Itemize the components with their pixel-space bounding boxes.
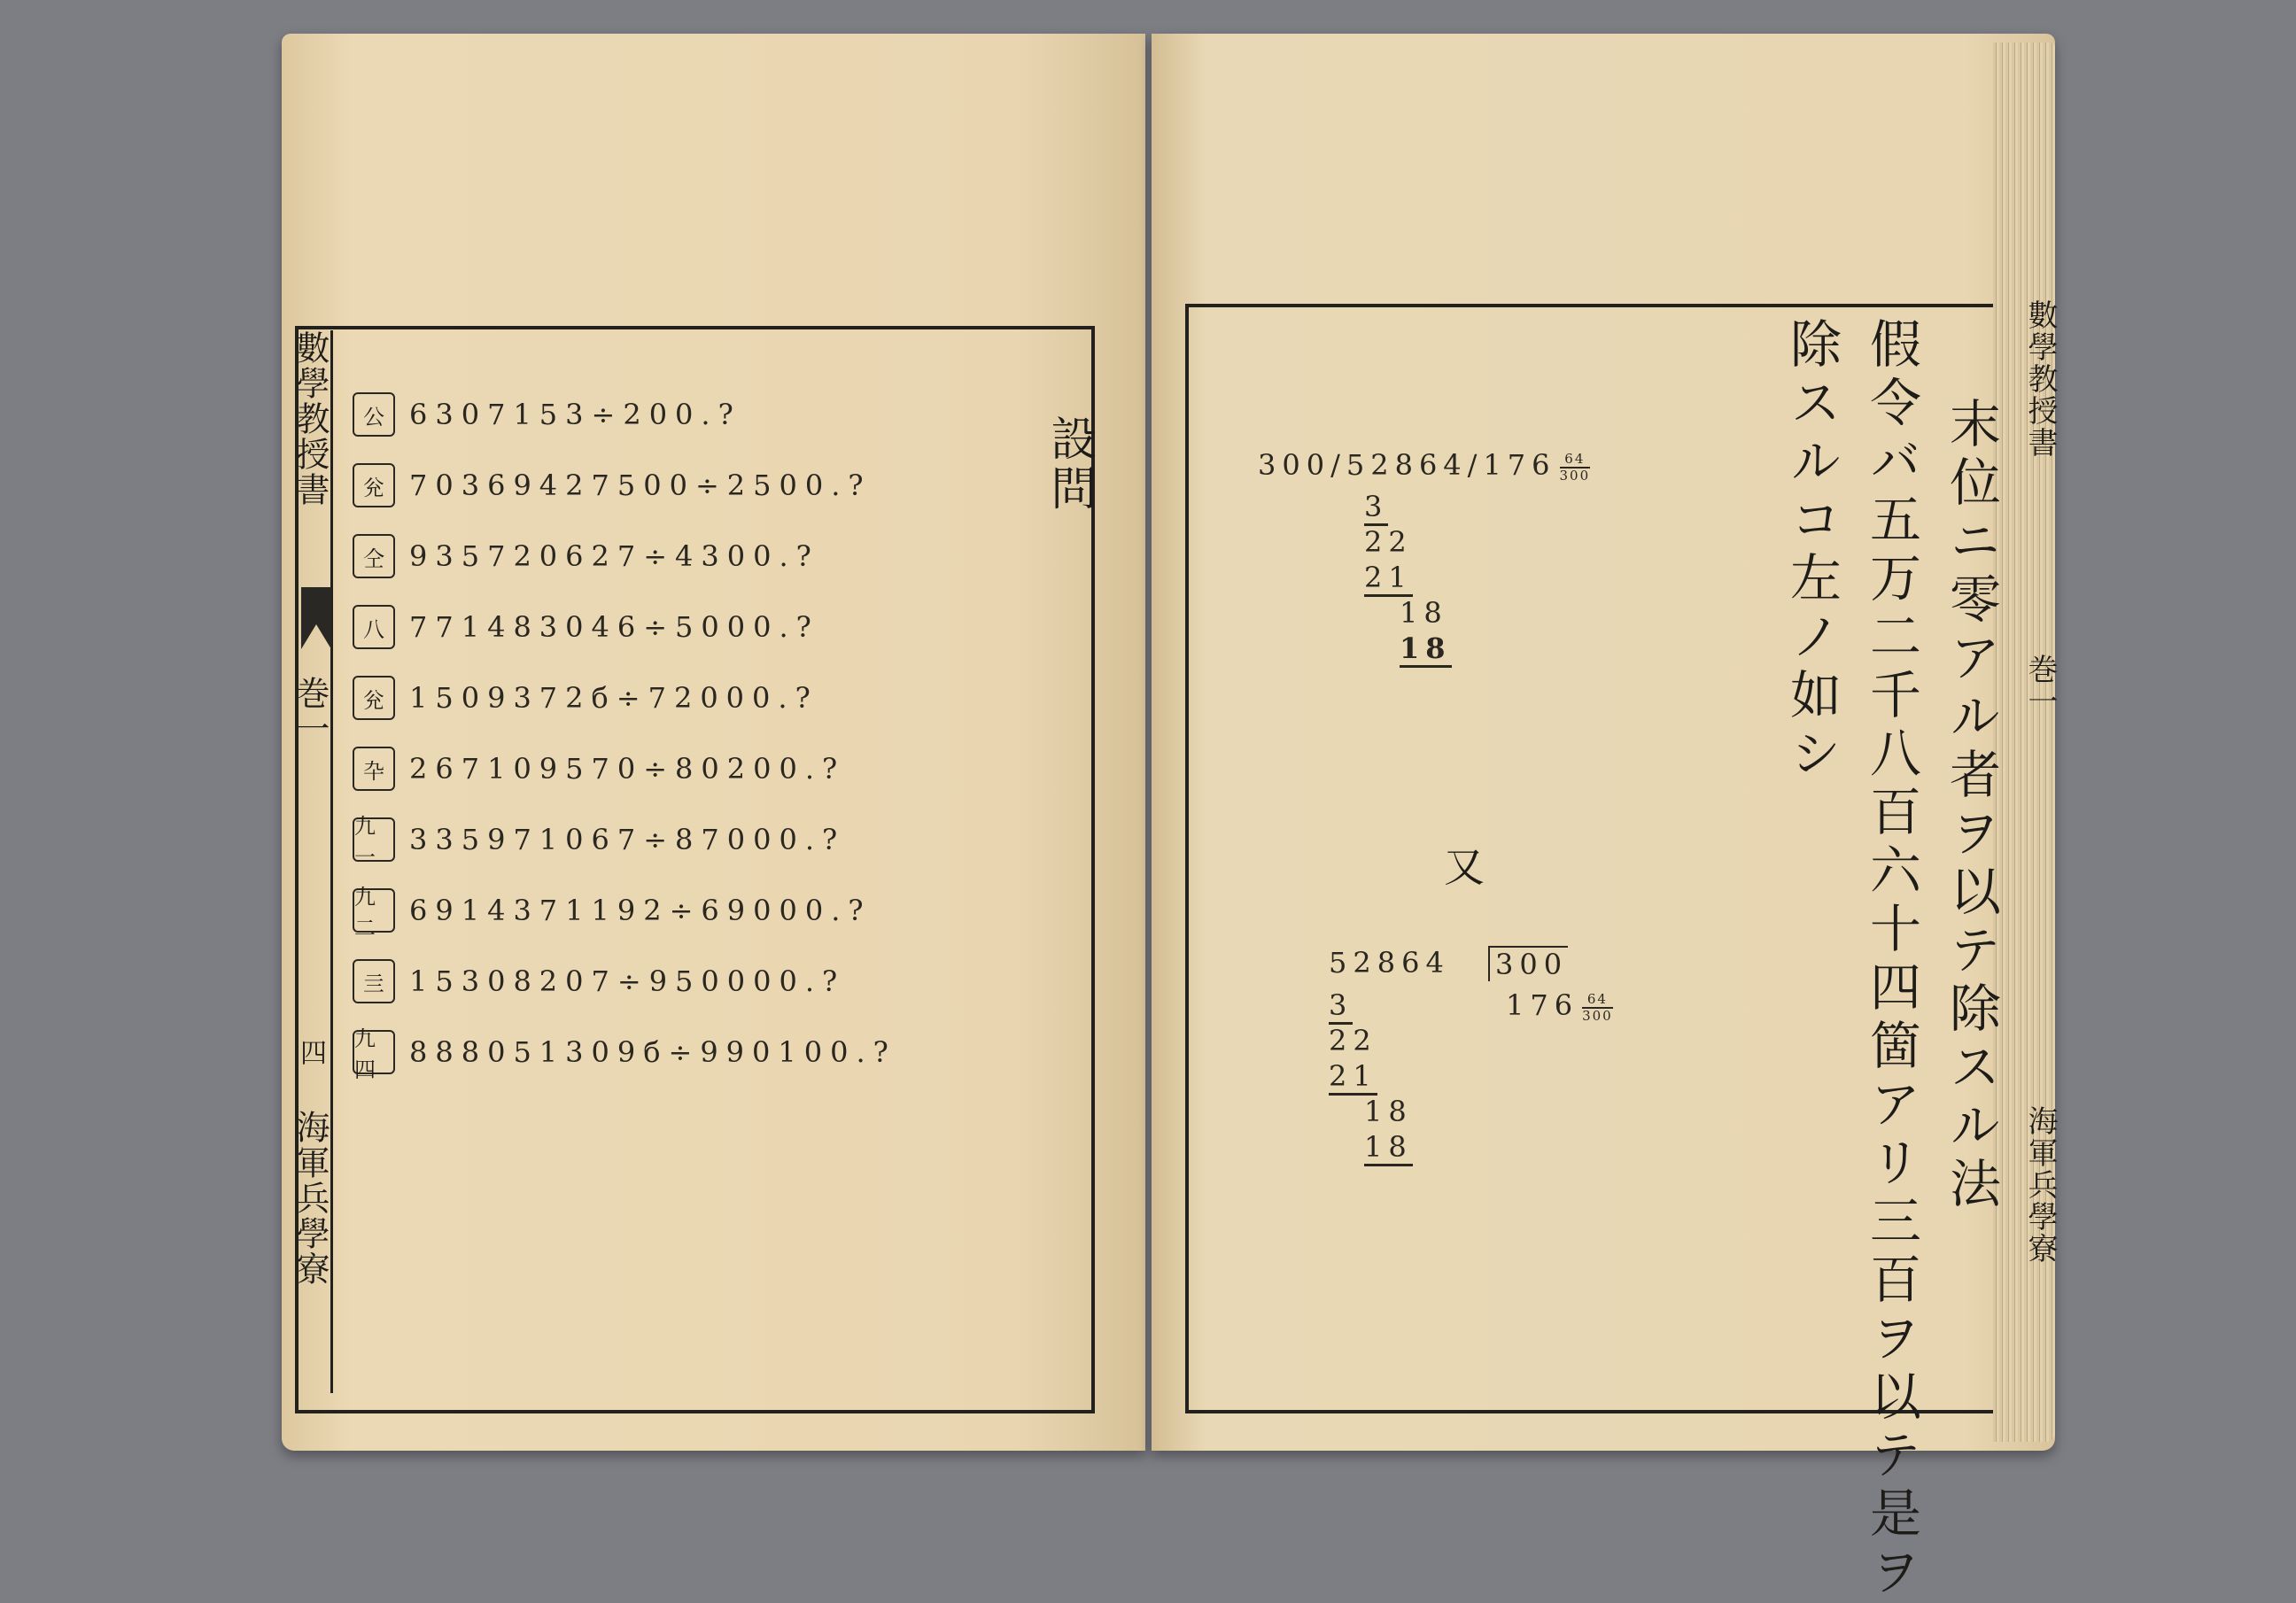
- calc2-divisor: 300: [1488, 946, 1568, 981]
- problem-item: [353, 521, 1043, 592]
- problem-number: 亖: [353, 959, 395, 1003]
- calc2-row: 21: [1329, 1059, 1377, 1096]
- spine-volume: 巻一: [291, 676, 330, 747]
- right-text-column: 假令バ五万二千八百六十四箇アリ三百ヲ以テ是ヲ: [1861, 317, 1921, 1603]
- calc1-row: 18: [1400, 596, 1448, 630]
- spine-title: 數學教授書: [291, 330, 330, 507]
- calc2-row: 18: [1364, 1095, 1413, 1128]
- right-page: [1152, 34, 2058, 1603]
- right-spine-publisher: 海軍兵學寮: [2022, 1105, 2058, 1265]
- calc1-row: 18: [1400, 631, 1452, 668]
- problem-item: [353, 875, 1043, 946]
- calc1-lead: 300/52864/176: [1258, 448, 1556, 482]
- right-spine-volume: 巻一: [2022, 654, 2058, 717]
- left-page: [282, 34, 1145, 1451]
- problem-item: [353, 379, 1043, 450]
- problem-item: [353, 733, 1043, 804]
- problem-expression: 1509372б÷72000.?: [409, 681, 818, 715]
- problem-number: 仝: [353, 534, 395, 578]
- problem-expression: 6307153÷200.?: [409, 398, 741, 431]
- problem-item: [353, 1017, 1043, 1088]
- calc1-line: [1258, 448, 1590, 484]
- fraction-numerator: 64: [1586, 990, 1608, 1007]
- right-text-column: 除スルコ左ノ如シ: [1781, 317, 1842, 785]
- calc1-row: 22: [1364, 525, 1413, 559]
- problem-number: 九一: [353, 817, 395, 862]
- calc2-fraction: [1582, 992, 1613, 1024]
- calc1-row: 21: [1364, 561, 1413, 597]
- calc2-row: 3: [1329, 988, 1353, 1025]
- calc2-quotient: 176: [1506, 988, 1579, 1022]
- problem-expression: 6914371192÷69000.?: [409, 894, 872, 927]
- problem-item: [353, 804, 1043, 875]
- right-spine-title: 數學教授書: [2022, 299, 2058, 459]
- also-marker: 又: [1444, 843, 1485, 891]
- problem-item: [353, 592, 1043, 662]
- calc2-row: 22: [1329, 1024, 1377, 1057]
- problem-item: [353, 946, 1043, 1017]
- calc1-row: 3: [1364, 490, 1388, 526]
- problem-expression: 935720627÷4300.?: [409, 539, 819, 573]
- problem-number: 八: [353, 605, 395, 649]
- fraction-denominator: 300: [1582, 1007, 1613, 1024]
- problem-number: 九四: [353, 1030, 395, 1074]
- problem-expression: 771483046÷5000.?: [409, 610, 819, 644]
- fraction-numerator: 64: [1564, 450, 1586, 467]
- problem-expression: 888051309б÷990100.?: [409, 1035, 896, 1069]
- section-heading: 設問: [1043, 414, 1096, 514]
- calc2-quotient-line: [1506, 988, 1613, 1024]
- spine-page-number: 四: [295, 1039, 326, 1067]
- problem-expression: 267109570÷80200.?: [409, 752, 846, 786]
- left-spine-column: [288, 330, 333, 1393]
- problem-expression: 15308207÷950000.?: [409, 964, 846, 998]
- problem-expression: 70369427500÷2500.?: [409, 469, 872, 502]
- problem-item: [353, 662, 1043, 733]
- problem-number: 公: [353, 392, 395, 437]
- problem-expression: 335971067÷87000.?: [409, 823, 846, 856]
- problem-number: 兊: [353, 676, 395, 720]
- problem-list: [353, 379, 1043, 1088]
- calc2-dividend: 52864: [1329, 946, 1450, 980]
- calc1-fraction: [1560, 452, 1591, 484]
- fraction-denominator: 300: [1559, 467, 1591, 484]
- problem-number: 兊: [353, 463, 395, 507]
- fish-tail-mark: [301, 587, 331, 649]
- spine-publisher: 海軍兵學寮: [291, 1110, 330, 1287]
- open-book: [282, 34, 2080, 1603]
- problem-number: 九二: [353, 888, 395, 933]
- problem-number: 卆: [353, 747, 395, 791]
- calc2-row: 18: [1364, 1130, 1413, 1166]
- right-heading-column: 末位ニ零アル者ヲ以テ除スル法: [1941, 397, 2001, 1215]
- problem-item: [353, 450, 1043, 521]
